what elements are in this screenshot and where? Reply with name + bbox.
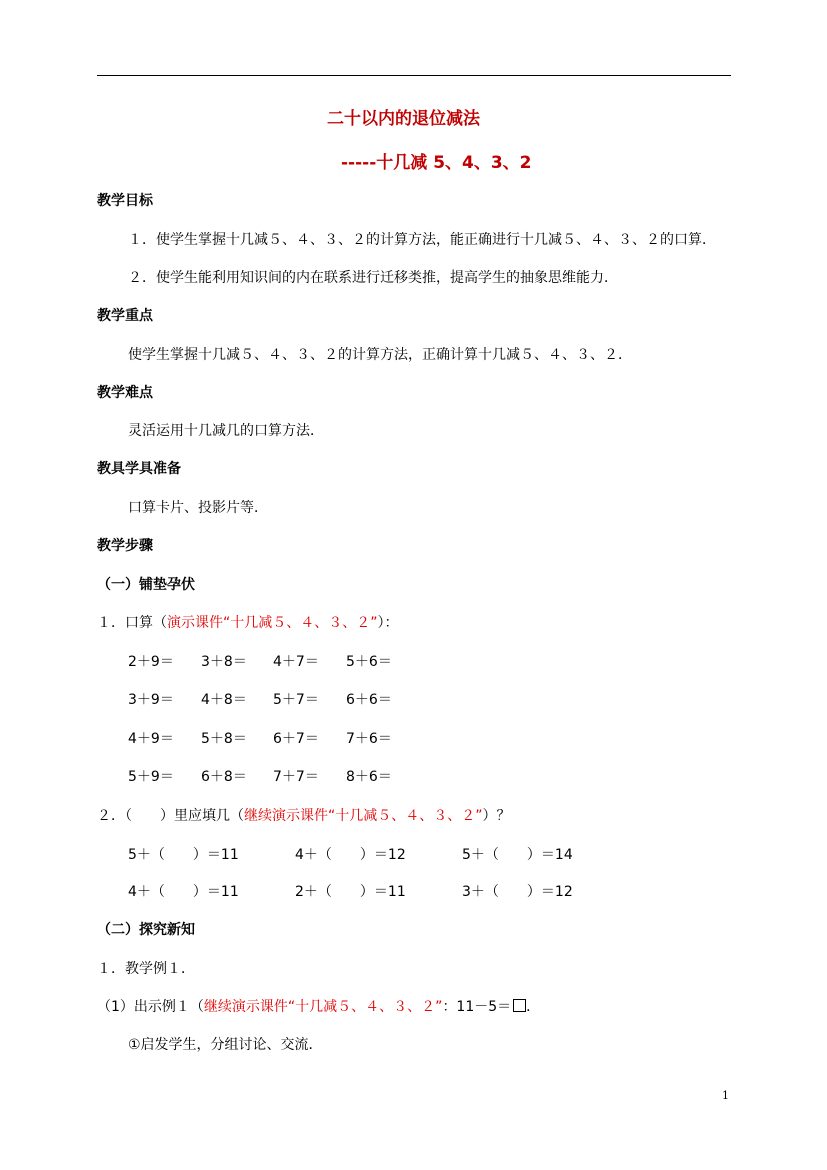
oral-cell: 7＋7＝ bbox=[273, 769, 319, 785]
heading-goals: 教学目标 bbox=[97, 193, 153, 209]
example-1-courseware-note: 继续演示课件“十几减５、４、３、２” bbox=[203, 999, 443, 1015]
oral-cell: 2＋9＝ bbox=[128, 654, 174, 670]
oral-cell: 8＋6＝ bbox=[346, 769, 392, 785]
oral-cell: 4＋8＝ bbox=[201, 692, 247, 708]
question-1 bbox=[97, 612, 399, 632]
oral-cell: 6＋7＝ bbox=[273, 731, 319, 747]
heading-key-points: 教学重点 bbox=[97, 308, 153, 324]
oral-cell: 3＋9＝ bbox=[128, 692, 174, 708]
question-2-prefix: ２．（ ）里应填几（ bbox=[97, 808, 244, 824]
question-2-courseware-note: 继续演示课件“十几减５、４、３、２” bbox=[244, 808, 483, 824]
doc-subtitle: -----十几减 5、4、3、2 bbox=[341, 153, 532, 173]
heading-part-2: （二）探究新知 bbox=[97, 922, 195, 938]
oral-cell: 5＋8＝ bbox=[201, 731, 247, 747]
heading-part-1: （一）铺垫孕伏 bbox=[97, 577, 195, 593]
fill-cell: 5＋（ ）＝14 bbox=[462, 847, 573, 863]
example-1-step-1 bbox=[97, 996, 540, 1016]
heading-materials: 教具学具准备 bbox=[97, 461, 181, 477]
fill-cell: 5＋（ ）＝11 bbox=[128, 847, 239, 863]
materials-text: 口算卡片、投影片等． bbox=[128, 500, 268, 516]
oral-cell: 4＋9＝ bbox=[128, 731, 174, 747]
key-points-text: 使学生掌握十几减５、４、３、２的计算方法，正确计算十几减５、４、３、２． bbox=[128, 347, 632, 363]
oral-cell: 5＋7＝ bbox=[273, 692, 319, 708]
oral-cell: 3＋8＝ bbox=[201, 654, 247, 670]
example-1-note: ①启发学生，分组讨论、交流． bbox=[128, 1037, 323, 1053]
question-1-prefix: １．口算（ bbox=[97, 615, 167, 631]
fill-cell: 4＋（ ）＝12 bbox=[295, 847, 406, 863]
heading-difficulties: 教学难点 bbox=[97, 385, 153, 401]
oral-cell: 5＋9＝ bbox=[128, 769, 174, 785]
fill-cell: 4＋（ ）＝11 bbox=[128, 884, 239, 900]
example-1: １．教学例１． bbox=[97, 961, 195, 977]
oral-cell: 5＋6＝ bbox=[346, 654, 392, 670]
header-rule bbox=[97, 75, 731, 76]
page-number: 1 bbox=[722, 1089, 729, 1102]
example-1-step-1-prefix: （1）出示例１（ bbox=[97, 999, 204, 1015]
question-1-courseware-note: 演示课件“十几减５、４、３、２” bbox=[167, 615, 378, 631]
oral-cell: 6＋6＝ bbox=[346, 692, 392, 708]
fill-cell: 3＋（ ）＝12 bbox=[462, 884, 573, 900]
oral-cell: 4＋7＝ bbox=[273, 654, 319, 670]
fill-cell: 2＋（ ）＝11 bbox=[295, 884, 406, 900]
goal-item-1: １．使学生掌握十几减５、４、３、２的计算方法，能正确进行十几减５、４、３、２的口算． bbox=[128, 232, 716, 248]
difficulties-text: 灵活运用十几减几的口算方法． bbox=[128, 423, 324, 439]
oral-cell: 6＋8＝ bbox=[201, 769, 247, 785]
oral-cell: 7＋6＝ bbox=[346, 731, 392, 747]
example-1-equation: ：11－5＝ bbox=[442, 999, 512, 1015]
question-1-suffix: ）： bbox=[377, 615, 399, 631]
heading-steps: 教学步骤 bbox=[97, 538, 153, 554]
example-1-period: ． bbox=[526, 999, 541, 1015]
answer-box bbox=[513, 999, 526, 1012]
goal-item-2: ２．使学生能利用知识间的内在联系进行迁移类推，提高学生的抽象思维能力． bbox=[128, 270, 618, 286]
question-2-suffix: ）？ bbox=[482, 808, 511, 824]
doc-title: 二十以内的退位减法 bbox=[327, 109, 480, 129]
question-2 bbox=[97, 805, 511, 825]
